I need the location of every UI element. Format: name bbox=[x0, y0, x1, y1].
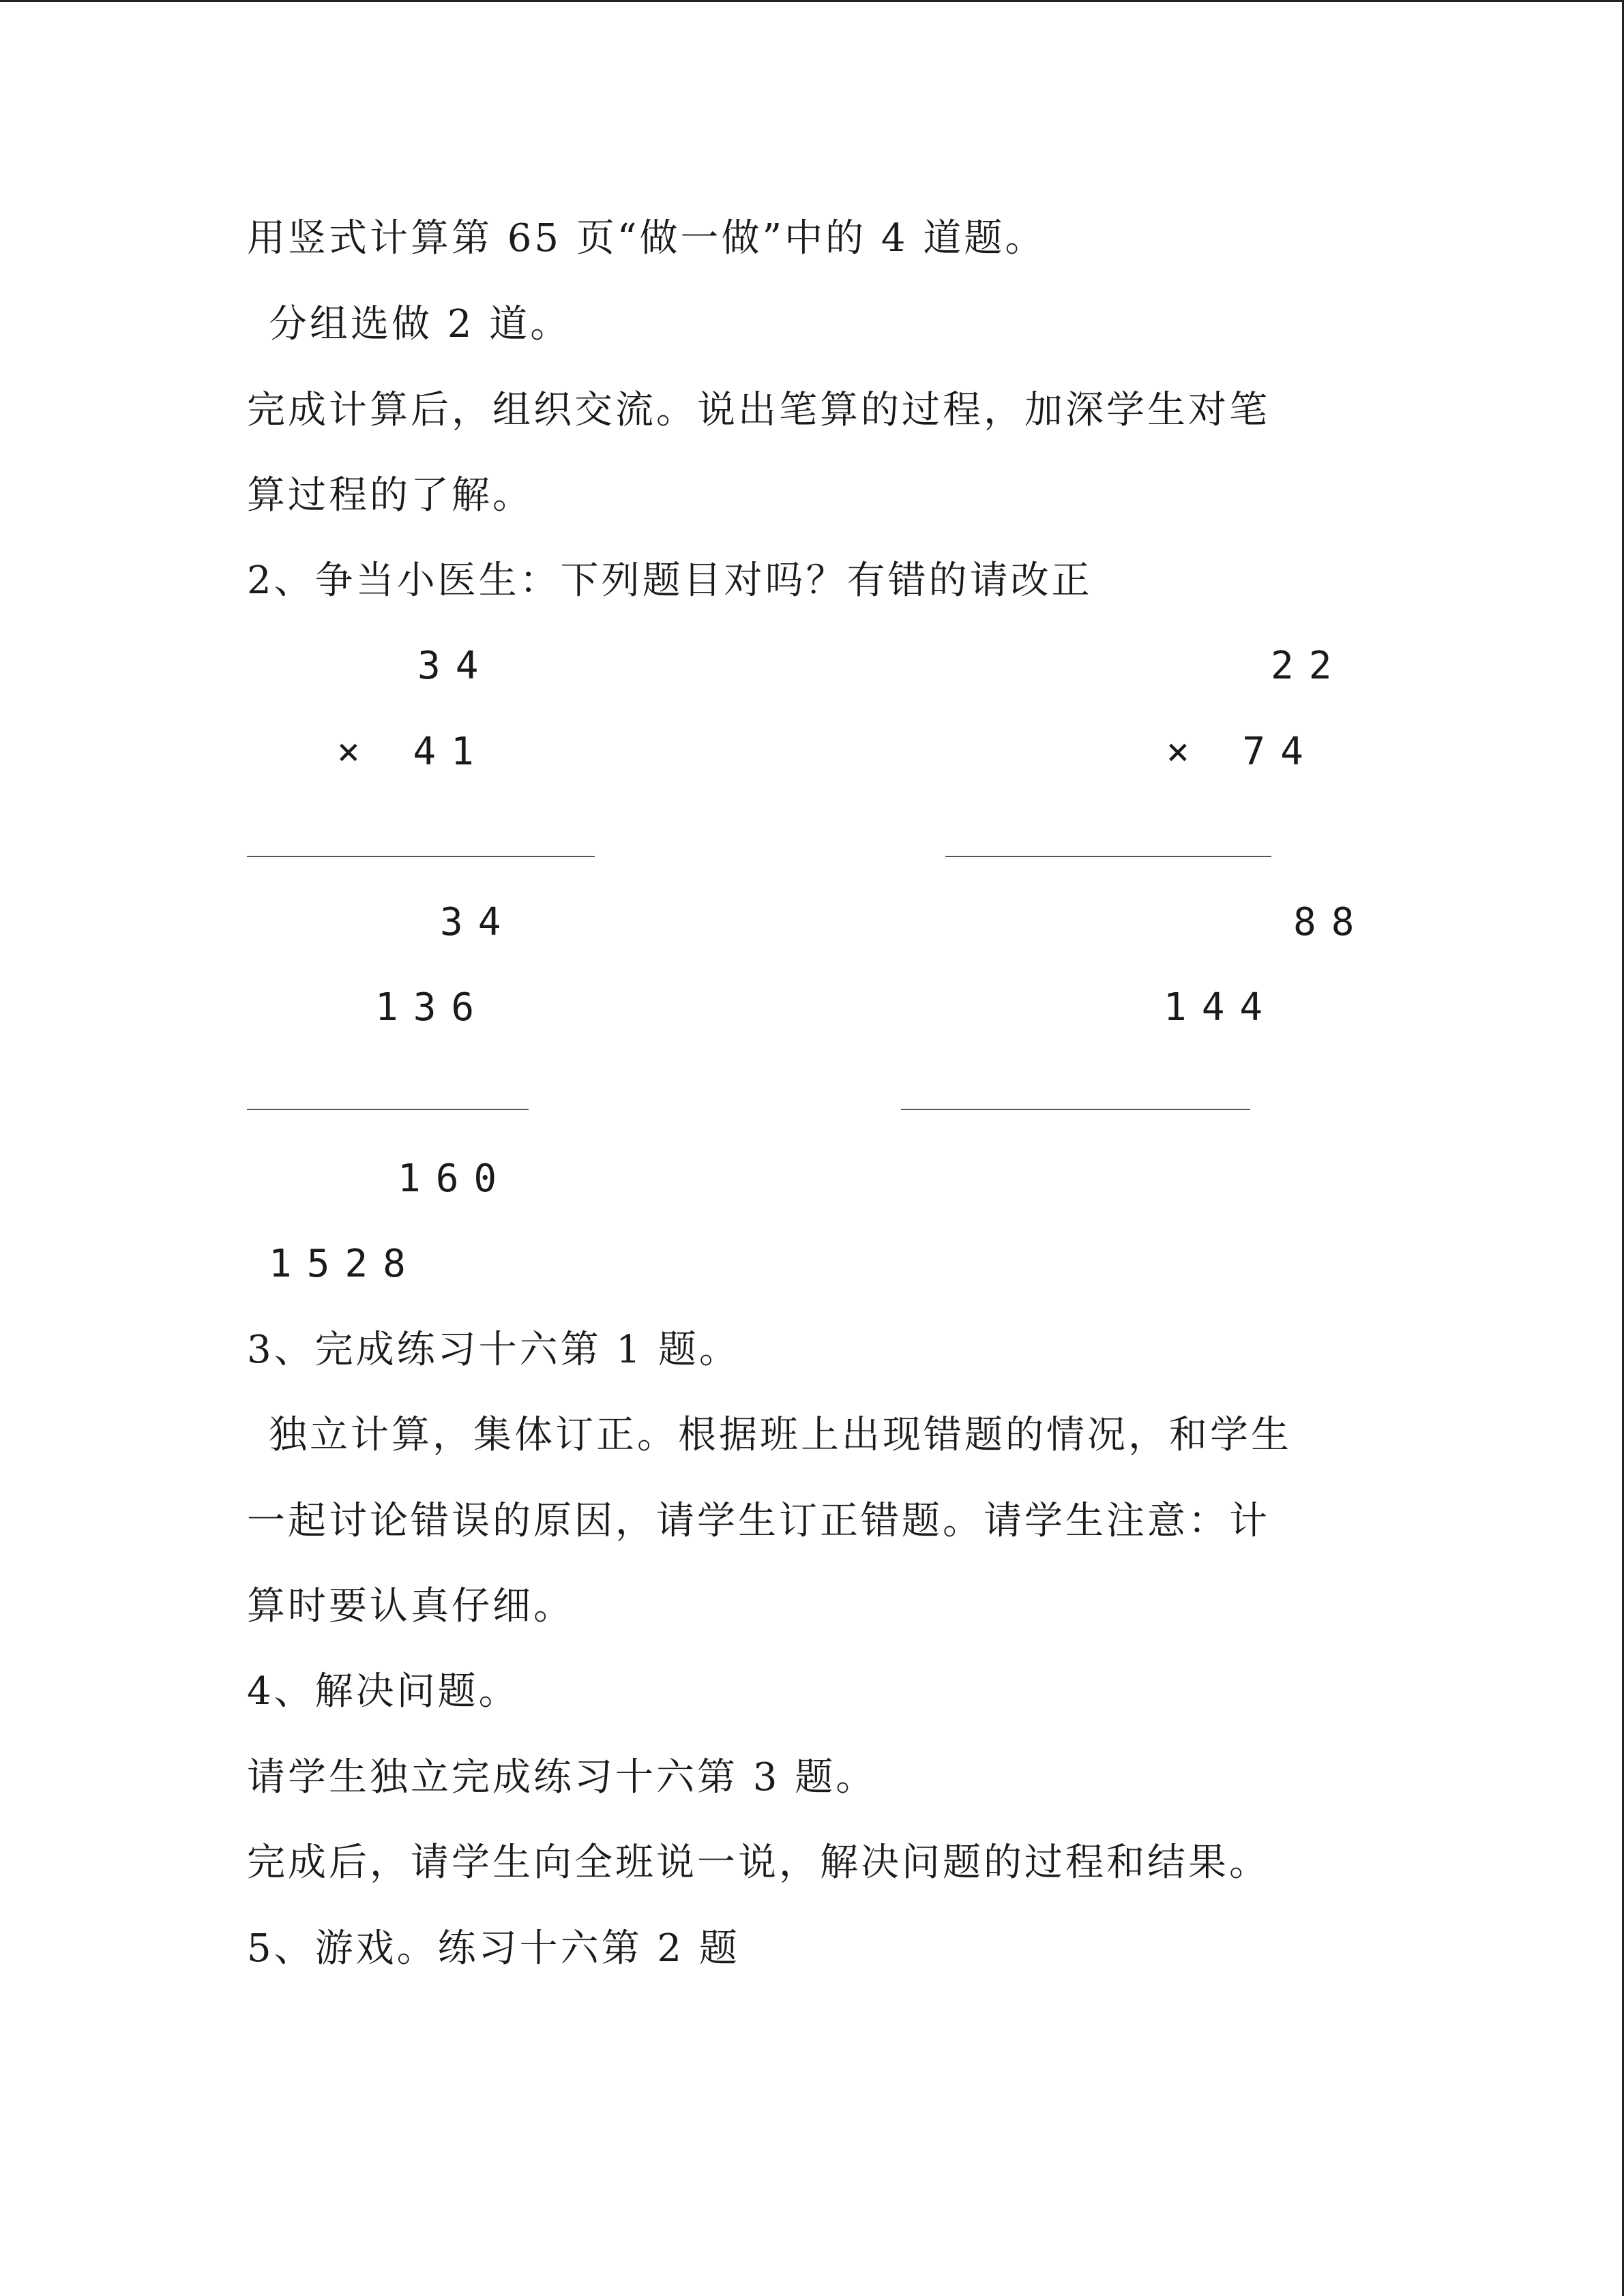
text-line-7: 独立计算，集体订正。根据班上出现错题的情况，和学生 bbox=[269, 1413, 1292, 1457]
problem-b-rule-2 bbox=[901, 1109, 1250, 1110]
problem-b-multiplier: × 74 bbox=[1166, 730, 1318, 774]
problem-a-multiplicand: 34 bbox=[417, 644, 494, 688]
page-border-top bbox=[0, 0, 1624, 2]
text-line-3: 完成计算后，组织交流。说出笔算的过程，加深学生对笔 bbox=[247, 388, 1270, 432]
problem-a-partial-2: 136 bbox=[375, 985, 490, 1030]
text-line-10: 4、解决问题。 bbox=[247, 1669, 520, 1714]
text-line-12: 完成后，请学生向全班说一说，解决问题的过程和结果。 bbox=[247, 1840, 1270, 1885]
problem-a-rule-2 bbox=[247, 1109, 529, 1110]
text-line-4: 算过程的了解。 bbox=[247, 473, 533, 518]
text-line-8: 一起讨论错误的原因，请学生订正错题。请学生注意：计 bbox=[247, 1499, 1270, 1543]
text-line-13: 5、游戏。练习十六第 2 题 bbox=[247, 1926, 740, 1971]
text-line-2: 分组选做 2 道。 bbox=[269, 302, 572, 346]
text-line-1: 用竖式计算第 65 页“做一做”中的 4 道题。 bbox=[247, 216, 1046, 260]
problem-a-result: 160 bbox=[398, 1157, 512, 1201]
problem-b-partial-1: 88 bbox=[1293, 900, 1370, 944]
problem-b-rule-1 bbox=[945, 856, 1271, 857]
problem-b-multiplicand: 22 bbox=[1271, 644, 1347, 688]
problem-a-multiplier: × 41 bbox=[337, 730, 489, 774]
text-line-5: 2、争当小医生：下列题目对吗？有错的请改正 bbox=[247, 558, 1093, 603]
problem-a-rule-1 bbox=[247, 856, 595, 857]
text-line-6: 3、完成练习十六第 1 题。 bbox=[247, 1328, 740, 1372]
problem-a-correct-answer: 1528 bbox=[269, 1242, 421, 1286]
text-line-11: 请学生独立完成练习十六第 3 题。 bbox=[247, 1755, 877, 1800]
problem-a-partial-1: 34 bbox=[440, 900, 516, 944]
problem-b-partial-2: 144 bbox=[1164, 985, 1278, 1030]
text-line-9: 算时要认真仔细。 bbox=[247, 1584, 574, 1628]
